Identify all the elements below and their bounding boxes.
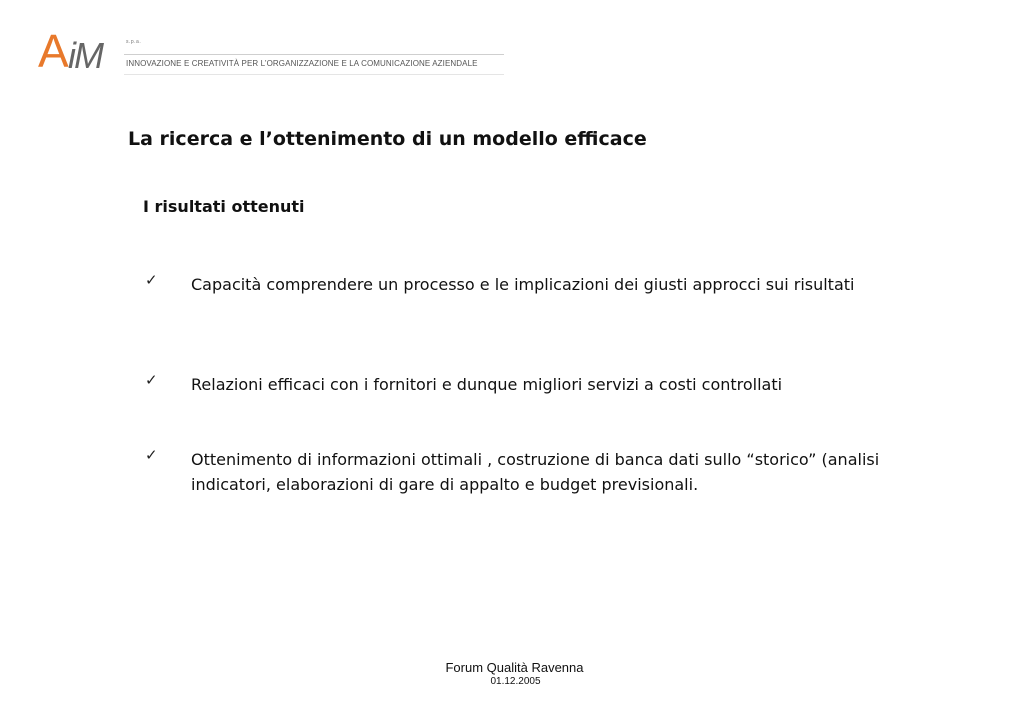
bullet-text: Ottenimento di informazioni ottimali , costruzione di banca dati sullo “storico” (analisi indicatori, elaborazioni di gare di appalto e budget previsionali. bbox=[191, 450, 880, 494]
checkmark-icon: ✓ bbox=[145, 271, 158, 289]
slide-footer bbox=[0, 660, 1023, 689]
bullet-text: Relazioni efficaci con i fornitori e dunque migliori servizi a costi controllati bbox=[191, 375, 783, 394]
company-logo bbox=[38, 25, 508, 82]
checkmark-icon: ✓ bbox=[145, 371, 158, 389]
logo-letter-a: A bbox=[38, 25, 69, 77]
slide-title: La ricerca e l’ottenimento di un modello efficace bbox=[128, 128, 647, 150]
bullet-text: Capacità comprendere un processo e le implicazioni dei giusti approcci sui risultati bbox=[191, 275, 855, 294]
footer-date: 01.12.2005 bbox=[490, 676, 541, 687]
checkmark-icon: ✓ bbox=[145, 446, 158, 464]
logo-divider bbox=[124, 54, 504, 55]
slide-subtitle: I risultati ottenuti bbox=[143, 197, 305, 216]
footer-event: Forum Qualità Ravenna bbox=[445, 660, 584, 675]
logo-tagline: INNOVAZIONE E CREATIVITÀ PER L’ORGANIZZAZIONE E LA COMUNICAZIONE AZIENDALE bbox=[126, 59, 478, 68]
logo-letters-im: iM bbox=[68, 35, 102, 76]
logo-spa: s.p.a. bbox=[126, 39, 142, 45]
logo-divider-bottom bbox=[124, 74, 504, 75]
